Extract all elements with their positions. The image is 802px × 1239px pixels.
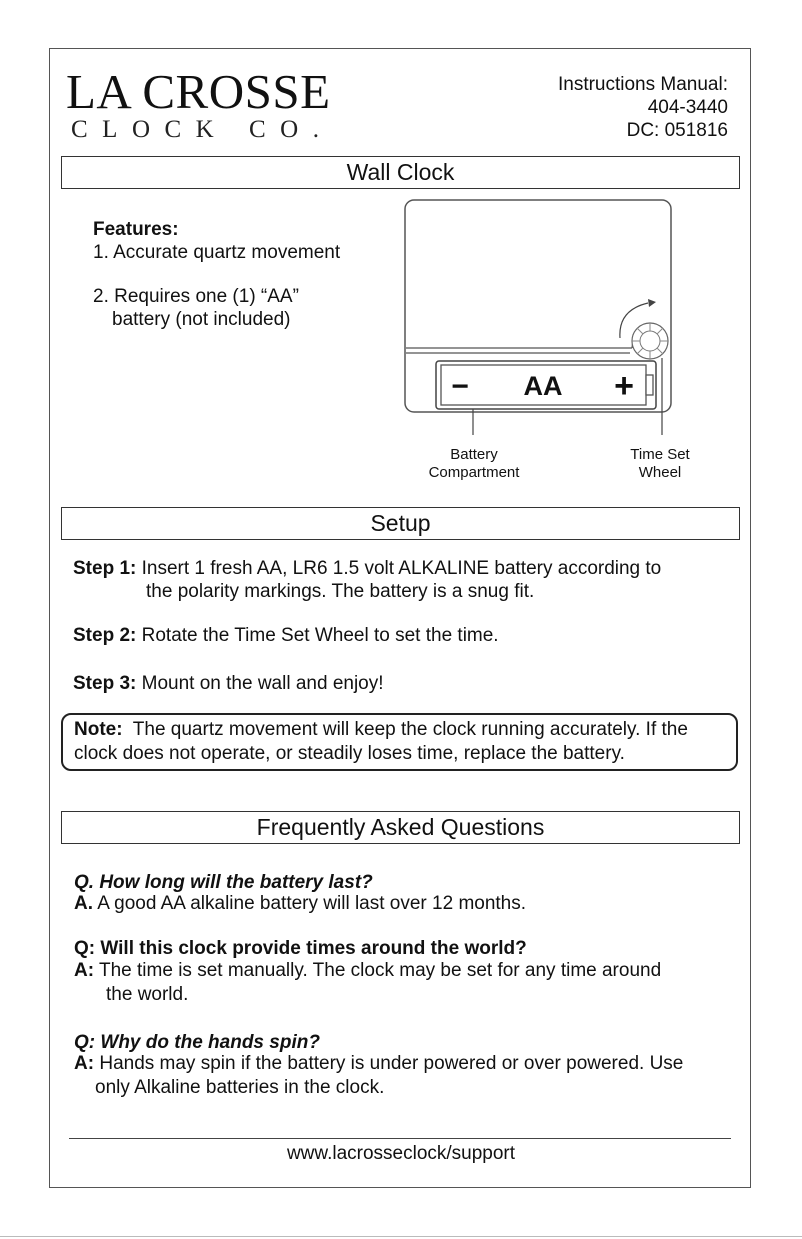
- faq-answer-2-label: A:: [74, 960, 95, 981]
- faq-answer-3-text-cont: only Alkaline batteries in the clock.: [95, 1077, 385, 1098]
- support-url: www.lacrosseclock/support: [286, 1143, 516, 1164]
- note-text: The quartz movement will keep the clock running accurately. If the: [122, 719, 688, 740]
- step-3-text: Mount on the wall and enjoy!: [136, 673, 384, 694]
- clock-back-diagram: [400, 195, 690, 435]
- battery-plus-icon: +: [614, 367, 634, 405]
- battery-minus-icon: −: [451, 370, 469, 403]
- setup-step-2: [73, 624, 499, 647]
- manual-label: Instructions Manual:: [557, 74, 728, 95]
- step-3-label: Step 3:: [73, 673, 137, 694]
- faq-answer-2: [74, 959, 661, 1007]
- faq-answer-2-text: The time is set manually. The clock may be set for any time around: [94, 960, 662, 981]
- step-1-text: Insert 1 fresh AA, LR6 1.5 volt ALKALINE battery according to: [136, 558, 662, 579]
- faq-answer-3-text: Hands may spin if the battery is under powered or over powered. Use: [94, 1053, 684, 1074]
- faq-title-bar: Frequently Asked Questions: [61, 811, 740, 844]
- step-2-label: Step 2:: [73, 625, 137, 646]
- faq-answer-1: [74, 892, 526, 916]
- time-set-wheel-label: [610, 446, 710, 482]
- features-list: [93, 218, 340, 331]
- faq-question-1: Q. How long will the battery last?: [74, 872, 373, 893]
- feature-item-1: 1. Accurate quartz movement: [93, 242, 341, 263]
- note-text-cont: clock does not operate, or steadily loses time, replace the battery.: [74, 743, 625, 764]
- product-title-bar: Wall Clock: [61, 156, 740, 189]
- feature-item-2: 2. Requires one (1) “AA”: [93, 286, 299, 307]
- document-meta: [558, 73, 728, 142]
- model-number: 404-3440: [647, 97, 728, 118]
- setup-step-3: [73, 672, 384, 695]
- step-2-text: Rotate the Time Set Wheel to set the time.: [136, 625, 499, 646]
- faq-answer-1-text: A good AA alkaline battery will last over 12 months.: [93, 893, 527, 914]
- faq-answer-3: [74, 1052, 683, 1100]
- features-heading: Features:: [93, 219, 179, 240]
- faq-question-2: Q: Will this clock provide times around the world?: [74, 938, 527, 959]
- step-1-label: Step 1:: [73, 558, 137, 579]
- footer-divider: [69, 1138, 731, 1139]
- brand-logo-name: LA CROSSE: [66, 64, 331, 119]
- page-bottom-rule: [0, 1236, 802, 1237]
- note-box: [61, 713, 738, 771]
- battery-label-line1: Battery: [450, 446, 498, 463]
- battery-terminal: [646, 375, 653, 395]
- faq-answer-2-text-cont: the world.: [106, 984, 189, 1005]
- battery-aa-label: AA: [523, 371, 563, 401]
- battery-label-line2: Compartment: [428, 464, 520, 481]
- wheel-label-line1: Time Set: [630, 446, 690, 463]
- feature-item-2-cont: battery (not included): [112, 309, 291, 330]
- battery-compartment-label: [418, 446, 530, 482]
- date-code: DC: 051816: [626, 120, 728, 141]
- setup-title-bar: Setup: [61, 507, 740, 540]
- faq-answer-1-label: A.: [74, 893, 93, 914]
- step-1-text-cont: the polarity markings. The battery is a snug fit.: [146, 581, 535, 602]
- faq-answer-3-label: A:: [74, 1053, 95, 1074]
- rotation-arrowhead-icon: [648, 299, 656, 307]
- wheel-label-line2: Wheel: [638, 464, 682, 481]
- brand-logo-subtitle: CLOCK CO.: [71, 116, 334, 143]
- setup-step-1: [73, 557, 661, 603]
- note-label: Note:: [74, 719, 123, 740]
- faq-question-3: Q: Why do the hands spin?: [74, 1032, 320, 1053]
